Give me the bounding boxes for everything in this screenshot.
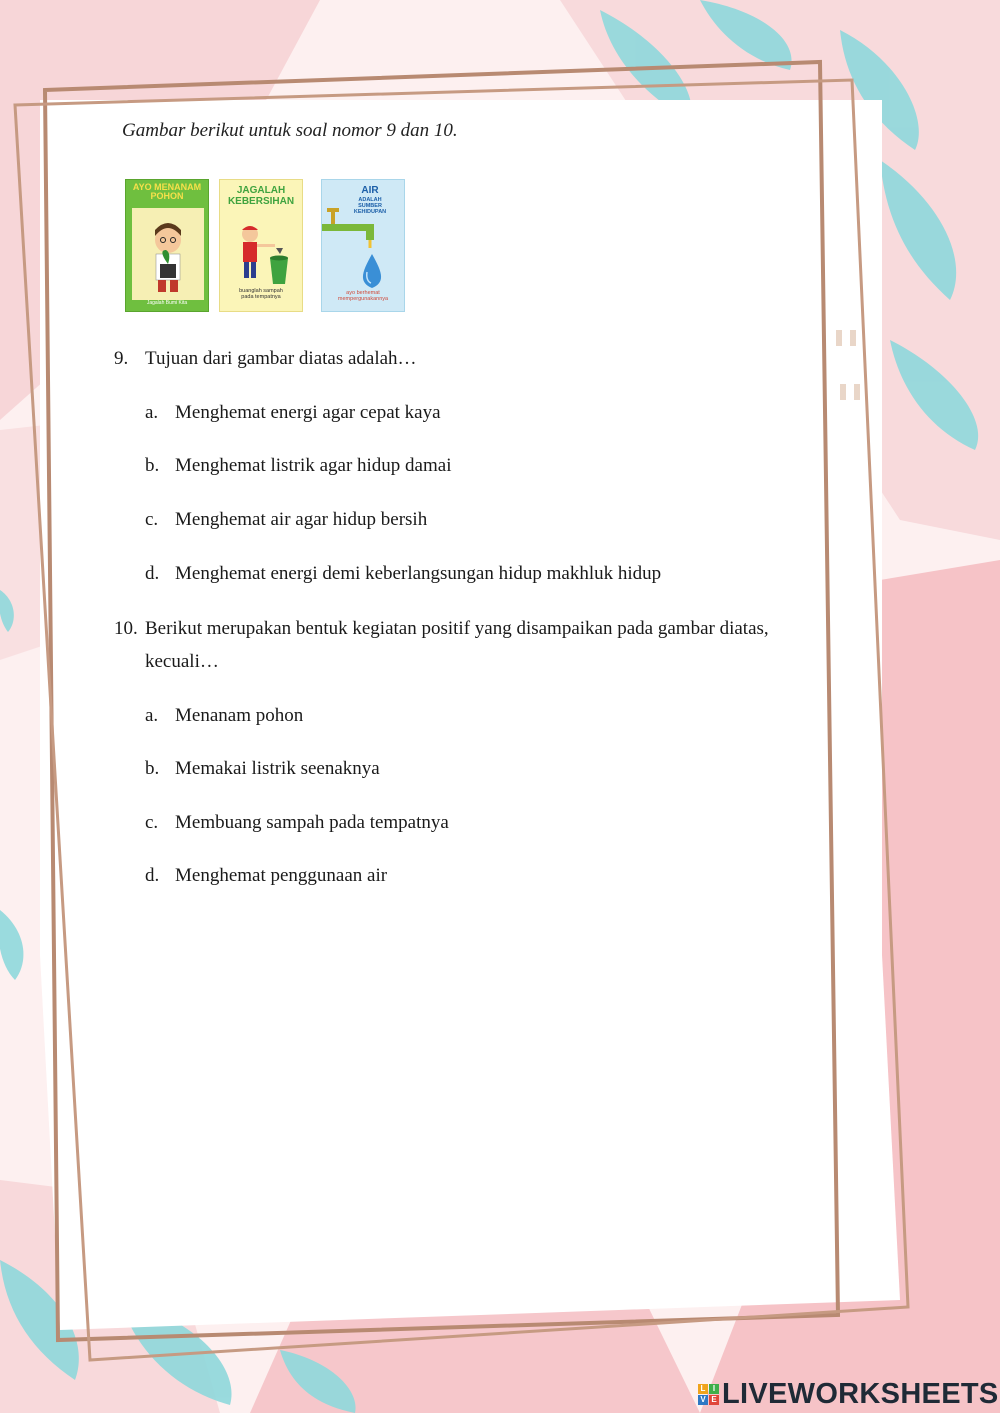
question-9-option-b[interactable]: Menghemat listrik agar hidup damai bbox=[175, 455, 452, 476]
poster-plant-trees-footer: Jagalah Bumi Kita bbox=[146, 300, 188, 306]
poster-water-footer: ayo berhemat mempergunakannya bbox=[337, 290, 389, 303]
question-10-text: Berikut merupakan bentuk kegiatan positif yang disampaikan pada gambar diatas, bbox=[145, 618, 769, 639]
question-10-option-b-letter: b. bbox=[145, 758, 160, 779]
question-9-option-d[interactable]: Menghemat energi demi keberlangsungan hidup makhluk hidup bbox=[175, 563, 662, 584]
question-10-option-a-letter: a. bbox=[145, 705, 159, 726]
question-10-option-c-letter: c. bbox=[145, 812, 159, 833]
poster-plant-trees-title: AYO MENANAM POHON bbox=[132, 182, 202, 202]
logo-mark-icon bbox=[698, 1384, 719, 1405]
question-10-option-a[interactable]: Menanam pohon bbox=[175, 705, 304, 726]
poster-cleanliness-title: JAGALAH KEBERSIHAN bbox=[227, 185, 295, 207]
logo-letter-i: I bbox=[709, 1384, 719, 1394]
question-9-option-a-letter: a. bbox=[145, 402, 159, 423]
question-10-text-line2: kecuali… bbox=[145, 651, 219, 672]
poster-water-title: AIR bbox=[361, 185, 379, 196]
question-10-option-c[interactable]: Membuang sampah pada tempatnya bbox=[175, 812, 449, 833]
poster-cleanliness bbox=[219, 179, 303, 312]
question-9-option-c[interactable]: Menghemat air agar hidup bersih bbox=[175, 509, 428, 530]
question-9-option-c-letter: c. bbox=[145, 509, 159, 530]
logo-wordmark: LIVEWORKSHEETS bbox=[722, 1377, 999, 1410]
logo-letter-v: V bbox=[698, 1395, 708, 1405]
logo-letter-l: L bbox=[698, 1384, 708, 1394]
poster-water bbox=[321, 179, 405, 312]
instruction-text: Gambar berikut untuk soal nomor 9 dan 10. bbox=[122, 120, 458, 141]
poster-water-subtitle: ADALAH SUMBER KEHIDUPAN bbox=[353, 197, 387, 215]
question-10-number: 10. bbox=[114, 618, 138, 639]
poster-cleanliness-footer: buanglah sampah pada tempatnya bbox=[239, 288, 283, 301]
question-9-option-d-letter: d. bbox=[145, 563, 160, 584]
question-10-option-b[interactable]: Memakai listrik seenaknya bbox=[175, 758, 380, 779]
question-10-option-d[interactable]: Menghemat penggunaan air bbox=[175, 865, 388, 886]
question-10-option-d-letter: d. bbox=[145, 865, 160, 886]
poster-plant-trees bbox=[125, 179, 209, 312]
logo-letter-e: E bbox=[709, 1395, 719, 1405]
question-9-text: Tujuan dari gambar diatas adalah… bbox=[145, 348, 417, 369]
liveworksheets-logo[interactable] bbox=[698, 1376, 999, 1412]
question-9-option-a[interactable]: Menghemat energi agar cepat kaya bbox=[175, 402, 441, 423]
question-9-number: 9. bbox=[114, 348, 129, 369]
question-9-option-b-letter: b. bbox=[145, 455, 160, 476]
